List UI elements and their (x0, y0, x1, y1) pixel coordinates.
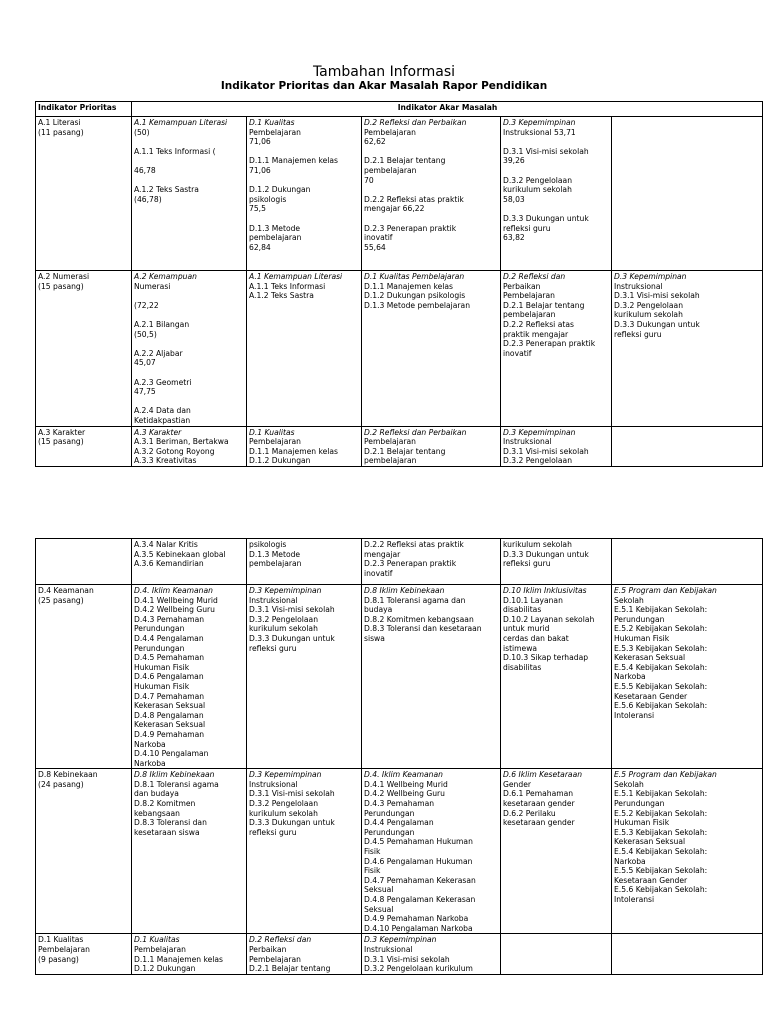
table-cell: D.1 Kualitas Pembelajaran D.1.1 Manajemen kelas D.1.2 Dukungan (132, 934, 247, 974)
table-row-kebinekaan (36, 769, 763, 934)
table-cell (36, 539, 132, 585)
table-cell: A.3.4 Nalar Kritis A.3.5 Kebinekaan global A.3.6 Kemandirian (132, 539, 247, 585)
table-cell: D.2.2 Refleksi atas praktik mengajar D.2.3 Penerapan praktik inovatif (362, 539, 501, 585)
table-cell: D.3 Kepemimpinan Instruksional D.3.1 Visi-misi sekolah D.3.2 Pengelolaan (501, 426, 612, 466)
table-header-row (36, 102, 763, 117)
table-cell (612, 426, 763, 466)
table-cell: E.5 Program dan Kebijakan Sekolah E.5.1 Kebijakan Sekolah: Perundungan E.5.2 Kebijakan Sekolah: Hukuman Fisik E.5.3 Kebijakan Sekolah: Kekerasan Seksual E.5.4 Kebijakan Sekolah: Narkoba E.5.5 Kebijakan Sekolah: Kesetaraan Gender E.5.6 Kebijakan Sekolah: Intoleransi (612, 769, 763, 934)
table-cell: kurikulum sekolah D.3.3 Dukungan untuk refleksi guru (501, 539, 612, 585)
table-cell: D.10 Iklim Inklusivitas D.10.1 Layanan disabilitas D.10.2 Layanan sekolah untuk murid cerdas dan bakat istimewa D.10.3 Sikap terhadap disabilitas (501, 585, 612, 769)
header-indikator-prioritas: Indikator Prioritas (36, 102, 132, 117)
table-cell: A.1 Kemampuan Literasi A.1.1 Teks Informasi A.1.2 Teks Sastra (247, 271, 362, 427)
table-cell (612, 934, 763, 974)
table-cell: D.6 Iklim Kesetaraan Gender D.6.1 Pemahaman kesetaraan gender D.6.2 Perilaku kesetaraan gender (501, 769, 612, 934)
table-row-keamanan (36, 585, 763, 769)
table-cell: A.2 Numerasi (15 pasang) (36, 271, 132, 427)
table-cell: D.3 Kepemimpinan Instruksional D.3.1 Visi-misi sekolah D.3.2 Pengelolaan kurikulum sekolah D.3.3 Dukungan untuk refleksi guru (247, 585, 362, 769)
table-cell: D.1 Kualitas Pembelajaran D.1.1 Manajemen kelas D.1.2 Dukungan psikologis D.1.3 Metode pembelajaran (362, 271, 501, 427)
page-title: Tambahan Informasi (312, 64, 456, 80)
table-cell: E.5 Program dan Kebijakan Sekolah E.5.1 Kebijakan Sekolah: Perundungan E.5.2 Kebijakan Sekolah: Hukuman Fisik E.5.3 Kebijakan Sekolah: Kekerasan Seksual E.5.4 Kebijakan Sekolah: Narkoba E.5.5 Kebijakan Sekolah: Kesetaraan Gender E.5.6 Kebijakan Sekolah: Intoleransi (612, 585, 763, 769)
table-cell: D.3 Kepemimpinan Instruksional D.3.1 Visi-misi sekolah D.3.2 Pengelolaan kurikulum sekolah D.3.3 Dukungan untuk refleksi guru (612, 271, 763, 427)
table-cell (501, 934, 612, 974)
table-cell: D.3 Kepemimpinan Instruksional D.3.1 Visi-misi sekolah D.3.2 Pengelolaan kurikulum (362, 934, 501, 974)
page-subtitle: Indikator Prioritas dan Akar Masalah Rapor Pendidikan (220, 80, 548, 92)
table-cell: A.2 Kemampuan Numerasi (72,22 A.2.1 Bilangan (50,5) A.2.2 Aljabar 45,07 A.2.3 Geometri 47,75 A.2.4 Data dan Ketidakpastian (132, 271, 247, 427)
table-row-karakter (36, 426, 763, 466)
table-cell: D.4. Iklim Keamanan D.4.1 Wellbeing Murid D.4.2 Wellbeing Guru D.4.3 Pemahaman Perundungan D.4.4 Pengalaman Perundungan D.4.5 Pemahaman Hukuman Fisik D.4.6 Pengalaman Hukuman Fisik D.4.7 Pemahaman Kekerasan Seksual D.4.8 Pengalaman Kekerasan Seksual D.4.9 Pemahaman Narkoba D.4.10 Pengalaman Narkoba (132, 585, 247, 769)
table-cell: D.2 Refleksi dan Perbaikan Pembelajaran 62,62 D.2.1 Belajar tentang pembelajaran 70 D.2.2 Refleksi atas praktik mengajar 66,22 D.2.3 Penerapan praktik inovatif 55,64 (362, 117, 501, 271)
table-cell: D.1 Kualitas Pembelajaran (9 pasang) (36, 934, 132, 974)
table-cell: A.1 Kemampuan Literasi (50) A.1.1 Teks Informasi ( 46,78 A.1.2 Teks Sastra (46,78) (132, 117, 247, 271)
table-cell: A.3 Karakter (15 pasang) (36, 426, 132, 466)
table-cell: D.8 Iklim Kebinekaan D.8.1 Toleransi agama dan budaya D.8.2 Komitmen kebangsaan D.8.3 Toleransi dan kesetaraan siswa (362, 585, 501, 769)
table-row-literasi (36, 117, 763, 271)
table-cell: A.1 Literasi (11 pasang) (36, 117, 132, 271)
table-cell: psikologis D.1.3 Metode pembelajaran (247, 539, 362, 585)
table-row-kualitas-pembelajaran (36, 934, 763, 974)
header-indikator-akar-masalah: Indikator Akar Masalah (132, 102, 763, 117)
table-cell: A.3 Karakter A.3.1 Beriman, Bertakwa A.3.2 Gotong Royong A.3.3 Kreativitas (132, 426, 247, 466)
table-cell: D.4. Iklim Keamanan D.4.1 Wellbeing Murid D.4.2 Wellbeing Guru D.4.3 Pemahaman Perundungan D.4.4 Pengalaman Perundungan D.4.5 Pemahaman Hukuman Fisik D.4.6 Pengalaman Hukuman Fisik D.4.7 Pemahaman Kekerasan Seksual D.4.8 Pengalaman Kekerasan Seksual D.4.9 Pemahaman Narkoba D.4.10 Pengalaman Narkoba (362, 769, 501, 934)
table-row-continued (36, 539, 763, 585)
table-cell: D.8 Iklim Kebinekaan D.8.1 Toleransi agama dan budaya D.8.2 Komitmen kebangsaan D.8.3 Toleransi dan kesetaraan siswa (132, 769, 247, 934)
table-cell: D.3 Kepemimpinan Instruksional D.3.1 Visi-misi sekolah D.3.2 Pengelolaan kurikulum sekolah D.3.3 Dukungan untuk refleksi guru (247, 769, 362, 934)
table-cell: D.1 Kualitas Pembelajaran D.1.1 Manajemen kelas D.1.2 Dukungan (247, 426, 362, 466)
table-cell: D.2 Refleksi dan Perbaikan Pembelajaran D.2.1 Belajar tentang pembelajaran D.2.2 Refleksi atas praktik mengajar D.2.3 Penerapan praktik inovatif (501, 271, 612, 427)
indicator-table-part-2 (35, 538, 763, 975)
table-cell: D.2 Refleksi dan Perbaikan Pembelajaran D.2.1 Belajar tentang pembelajaran (362, 426, 501, 466)
table-cell: D.8 Kebinekaan (24 pasang) (36, 769, 132, 934)
indicator-table-part-1 (35, 101, 763, 467)
table-cell: D.3 Kepemimpinan Instruksional 53,71 D.3.1 Visi-misi sekolah 39,26 D.3.2 Pengelolaan kurikulum sekolah 58,03 D.3.3 Dukungan untuk refleksi guru 63,82 (501, 117, 612, 271)
table-cell: D.2 Refleksi dan Perbaikan Pembelajaran D.2.1 Belajar tentang (247, 934, 362, 974)
table-cell: D.4 Keamanan (25 pasang) (36, 585, 132, 769)
table-cell (612, 117, 763, 271)
table-row-numerasi (36, 271, 763, 427)
table-cell (612, 539, 763, 585)
table-cell: D.1 Kualitas Pembelajaran 71,06 D.1.1 Manajemen kelas 71,06 D.1.2 Dukungan psikologis 75,5 D.1.3 Metode pembelajaran 62,84 (247, 117, 362, 271)
